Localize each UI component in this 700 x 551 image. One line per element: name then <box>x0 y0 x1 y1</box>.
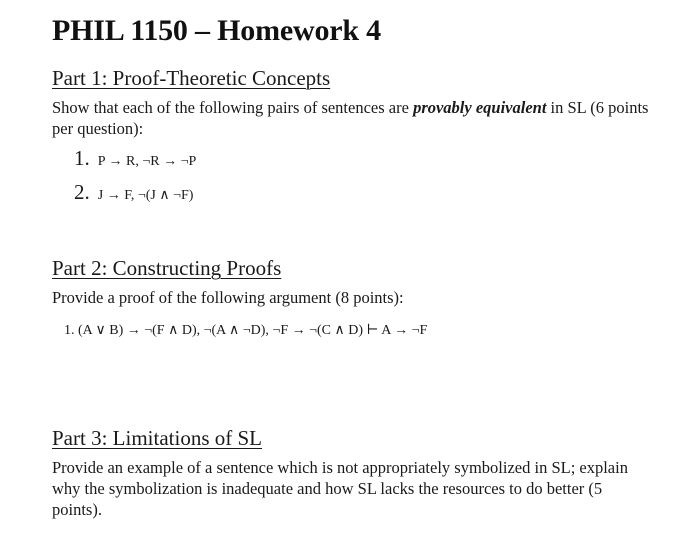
part2-argument: 1. (A ∨ B) → ¬(F ∧ D), ¬(A ∧ ¬D), ¬F → ¬(C ∧ D) ⊢ A → ¬F <box>64 323 428 338</box>
part1-instruction-start: Show that each of the following pairs of sentences are <box>52 98 414 117</box>
question-formula: J → F, ¬(J ∧ ¬F) <box>97 188 194 203</box>
part1-question-1 <box>74 146 196 171</box>
part3-instruction: Provide an example of a sentence which is not appropriately symbolized in SL; explain why the symbolization is inadequate and how SL lacks the resources to do better (5 points). <box>52 458 628 519</box>
question-formula: P → R, ¬R → ¬P <box>97 154 197 169</box>
part2-instruction: Provide a proof of the following argument (8 points): <box>52 288 404 307</box>
part3-heading: Part 3: Limitations of SL <box>52 426 262 450</box>
page-title: PHIL 1150 – Homework 4 <box>52 14 381 47</box>
part1-instruction <box>52 97 652 139</box>
question-number: 1. <box>74 146 90 170</box>
question-number: 2. <box>74 180 90 204</box>
part1-instruction-end: in SL (6 points per question): <box>52 98 649 138</box>
part1-heading: Part 1: Proof-Theoretic Concepts <box>52 66 331 90</box>
part1-question-2 <box>74 180 193 205</box>
part2-heading: Part 2: Constructing Proofs <box>52 256 282 280</box>
part1-instruction-emphasis: provably equivalent <box>413 98 547 117</box>
